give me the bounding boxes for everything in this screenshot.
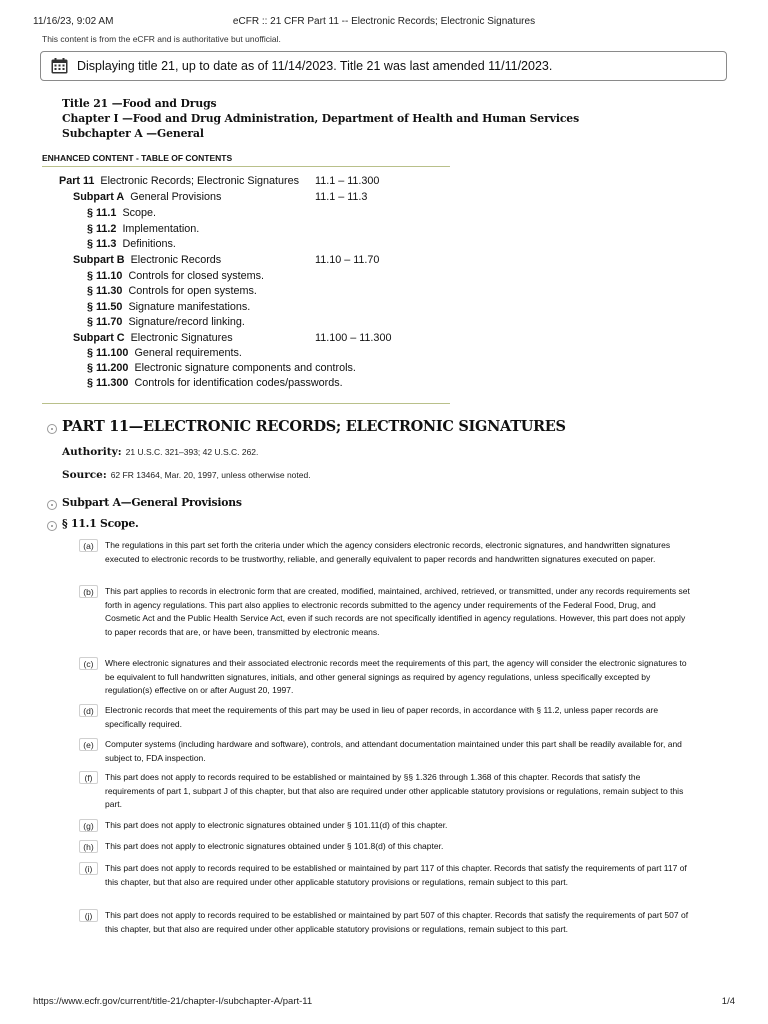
toc-num: Part 11: [59, 175, 95, 187]
title-link[interactable]: Title 21 —Food and Drugs: [62, 97, 217, 110]
toc-row-subpart-b[interactable]: [73, 254, 380, 269]
page-url: https://www.ecfr.gov/current/title-21/chapter-I/subchapter-A/part-11: [33, 996, 313, 1007]
toc-num: § 11.10: [87, 270, 123, 282]
toc-num: § 11.30: [87, 285, 123, 297]
part-heading: PART 11—ELECTRONIC RECORDS; ELECTRONIC SIGNATURES: [62, 418, 566, 435]
hierarchy: [62, 96, 579, 141]
authority-value: 21 U.S.C. 321–393; 42 U.S.C. 262.: [125, 447, 259, 457]
toc-row-section[interactable]: [87, 285, 257, 300]
toc-row-section[interactable]: [87, 301, 250, 316]
paragraph-b: [79, 585, 691, 639]
subchapter-link[interactable]: Subchapter A —General: [62, 127, 204, 140]
paragraph-text: Electronic records that meet the requirements of this part may be used in lieu of paper records, in accordance with § 11.2, unless paper records are specifically required.: [105, 705, 659, 729]
paragraph-label[interactable]: (a): [79, 539, 98, 552]
toc-label: Implementation.: [122, 223, 200, 235]
toc-range: 11.1 – 11.300: [315, 175, 380, 187]
toc-range: 11.10 – 11.70: [315, 254, 380, 266]
source-label: Source:: [62, 469, 107, 481]
authority-label: Authority:: [62, 446, 122, 458]
toc-row-subpart-a[interactable]: [73, 191, 368, 206]
disclaimer-text: This content is from the eCFR and is authoritative but unofficial.: [42, 34, 281, 44]
toc-row-part[interactable]: [59, 175, 380, 190]
paragraph-label[interactable]: (g): [79, 819, 98, 832]
page-number: 1/4: [721, 996, 735, 1007]
toc-label: Controls for closed systems.: [128, 270, 265, 282]
paragraph-text: Where electronic signatures and their associated electronic records meet the requirements of this part, the agency will consider the electronic signatures to be equivalent to full handwritten signatures, initials, and other general signings as required by agency regulations, unless specifically excepted by regulation(s) effective on or after August 20, 1997.: [105, 658, 687, 696]
toc-label: General Provisions: [130, 191, 222, 203]
paragraph-d: [79, 704, 691, 731]
calendar-icon: [51, 58, 68, 74]
paragraph-label[interactable]: (h): [79, 840, 98, 853]
toc-row-section[interactable]: [87, 316, 245, 331]
toc-row-section[interactable]: [87, 207, 156, 222]
toc-label: Signature manifestations.: [128, 301, 251, 313]
paragraph-label[interactable]: (j): [79, 909, 98, 922]
print-page-title: eCFR :: 21 CFR Part 11 -- Electronic Records; Electronic Signatures: [232, 16, 536, 27]
toc-row-section[interactable]: [87, 362, 356, 377]
paragraph-text: This part does not apply to records required to be established or maintained by §§ 1.326 through 1.368 of this chapter. Records that satisfy the requirements of part 1, subpart J of this chapter, but that also are required under other applicable statutory provisions or regulations, remain subject to this part.: [105, 772, 684, 810]
section-heading: § 11.1 Scope.: [62, 517, 139, 530]
toc-heading: ENHANCED CONTENT - TABLE OF CONTENTS: [42, 153, 450, 167]
source-line: [62, 469, 311, 481]
toc-num: § 11.100: [87, 347, 129, 359]
paragraph-label[interactable]: (i): [79, 862, 98, 875]
toc-row-section[interactable]: [87, 347, 242, 362]
paragraph-text: This part does not apply to electronic signatures obtained under § 101.8(d) of this chapter.: [105, 841, 444, 851]
toc-num: § 11.2: [87, 223, 117, 235]
paragraph-text: This part does not apply to electronic signatures obtained under § 101.11(d) of this chapter.: [105, 820, 448, 830]
toc-label: Controls for open systems.: [128, 285, 257, 297]
authority-line: [62, 446, 258, 458]
paragraph-f: [79, 771, 691, 812]
subpart-a-heading: Subpart A—General Provisions: [62, 496, 242, 509]
paragraph-a: [79, 539, 691, 566]
toc-row-section[interactable]: [87, 238, 176, 253]
toc-row-section[interactable]: [87, 223, 199, 238]
paragraph-text: This part does not apply to records required to be established or maintained by part 117 of this chapter. Records that satisfy the requirements of part 117 of this chapter, but that also are required under other applicable statutory provisions or regulations, remain subject to this part.: [105, 863, 687, 887]
paragraph-e: [79, 738, 691, 765]
expand-toggle-icon[interactable]: [47, 500, 57, 510]
toc-num: § 11.70: [87, 316, 123, 328]
toc-label: Definitions.: [122, 238, 176, 250]
date-banner: [40, 51, 727, 81]
toc-label: Signature/record linking.: [128, 316, 245, 328]
toc-label: Electronic Records: [130, 254, 222, 266]
print-footer: [33, 996, 735, 1008]
paragraph-text: This part does not apply to records required to be established or maintained by part 507 of this chapter. Records that satisfy the requirements of part 507 of this chapter, but that also are required under other applicable statutory provisions or regulations, remain subject to this part.: [105, 910, 689, 934]
toc-num: § 11.300: [87, 377, 129, 389]
toc-label: Electronic Signatures: [130, 332, 233, 344]
print-datetime: 11/16/23, 9:02 AM: [33, 16, 114, 27]
expand-toggle-icon[interactable]: [47, 424, 57, 434]
toc-num: § 11.50: [87, 301, 123, 313]
toc-row-section[interactable]: [87, 270, 264, 285]
paragraph-g: [79, 819, 691, 833]
paragraph-label[interactable]: (d): [79, 704, 98, 717]
paragraph-label[interactable]: (e): [79, 738, 98, 751]
source-value: 62 FR 13464, Mar. 20, 1997, unless otherwise noted.: [110, 470, 311, 480]
paragraph-label[interactable]: (f): [79, 771, 98, 784]
toc-label: Electronic signature components and controls.: [134, 362, 356, 374]
toc-num: Subpart B: [73, 254, 125, 266]
toc-label: Controls for identification codes/passwords.: [134, 377, 343, 389]
paragraph-text: The regulations in this part set forth the criteria under which the agency considers electronic records, electronic signatures, and handwritten signatures executed to electronic records to be trustworthy, reliable, and generally equivalent to paper records and handwritten signatures executed on paper.: [105, 540, 671, 564]
paragraph-i: [79, 862, 691, 889]
toc-label: Scope.: [122, 207, 157, 219]
banner-text: Displaying title 21, up to date as of 11/14/2023. Title 21 was last amended 11/11/2023.: [77, 59, 553, 73]
toc-num: § 11.200: [87, 362, 129, 374]
toc-row-subpart-c[interactable]: [73, 332, 392, 347]
paragraph-text: This part applies to records in electronic form that are created, modified, maintained, archived, retrieved, or transmitted, under any records requirements set forth in agency regulations. This part also applies to electronic records submitted to the agency under requirements of the Federal Food, Drug, and Cosmetic Act and the Public Health Service Act, even if such records are not specifically identified in agency regulations. However, this part does not apply to paper records that are, or have been, transmitted by electronic means.: [105, 586, 690, 637]
chapter-link[interactable]: Chapter I —Food and Drug Administration, Department of Health and Human Services: [62, 112, 580, 125]
toc-range: 11.1 – 11.3: [315, 191, 368, 203]
paragraph-label[interactable]: (c): [79, 657, 98, 670]
paragraph-label[interactable]: (b): [79, 585, 98, 598]
toc-num: Subpart C: [73, 332, 125, 344]
toc-label: General requirements.: [134, 347, 242, 359]
toc-num: § 11.1: [87, 207, 117, 219]
paragraph-text: Computer systems (including hardware and software), controls, and attendant documentation maintained under this part shall be readily available for, and subject to, FDA inspection.: [105, 739, 682, 763]
toc-num: § 11.3: [87, 238, 117, 250]
toc-row-section[interactable]: [87, 377, 343, 392]
paragraph-j: [79, 909, 691, 936]
toc-range: 11.100 – 11.300: [315, 332, 392, 344]
toc-divider: [42, 403, 450, 404]
paragraph-h: [79, 840, 691, 854]
toc-label: Electronic Records; Electronic Signatures: [100, 175, 300, 187]
expand-toggle-icon[interactable]: [47, 521, 57, 531]
toc-num: Subpart A: [73, 191, 125, 203]
paragraph-c: [79, 657, 691, 698]
print-header: [33, 16, 735, 30]
